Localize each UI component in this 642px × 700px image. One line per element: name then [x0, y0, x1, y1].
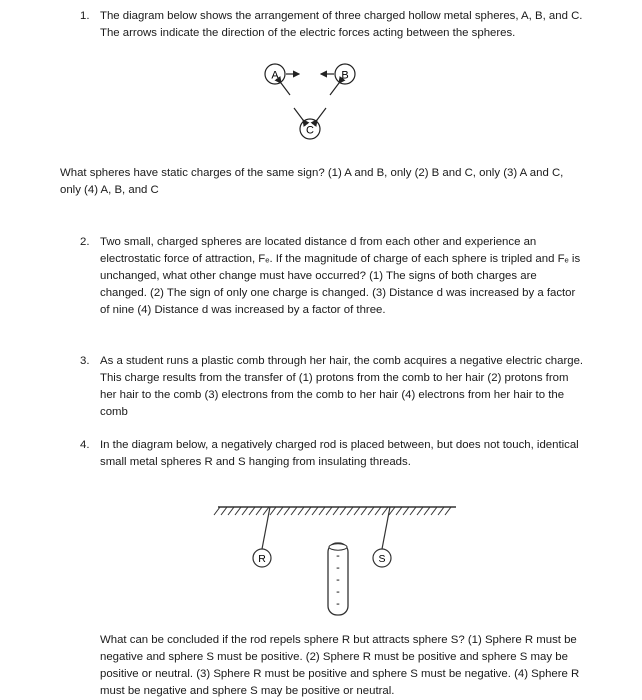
rod-negative-sign: - [336, 550, 340, 562]
ceiling-support [214, 507, 456, 515]
question-4-prompt: What can be concluded if the rod repels sphere R but attracts sphere S? (1) Sphere R must be negative and sphere S must be positive. (2) Sphere R must be positive and sphere S may be positive or neutral. (3) Sphere R must be positive and sphere S must be negative. (4) Sphere R must be negative and sphere S may be positive or neutral. [100, 634, 580, 697]
sphere-b [335, 64, 355, 84]
rod-spheres-diagram [210, 495, 470, 625]
sphere-r [253, 549, 271, 567]
question-4-number: 4. [80, 439, 90, 451]
question-3-text: As a student runs a plastic comb through her hair, the comb acquires a negative electric charge. This charge results from the transfer of (1) protons from the comb to her hair (2) protons from her hair to the comb (3) electrons from the comb to her hair (4) electrons from her hair to the comb [100, 355, 584, 418]
rod-charge-signs [336, 550, 340, 610]
rod-negative-sign: - [336, 574, 340, 586]
sphere-s-label: S [378, 553, 386, 565]
charged-rod [328, 543, 348, 615]
sphere-c [300, 119, 320, 139]
question-1-number: 1. [80, 10, 90, 22]
rod-negative-sign: - [336, 562, 340, 574]
sphere-r-label: R [258, 553, 266, 565]
question-1-text: The diagram below shows the arrangement of three charged hollow metal spheres, A, B, and C. The arrows indicate the direction of the electric forces acting between the spheres. [100, 10, 583, 39]
question-2-text: Two small, charged spheres are located distance d from each other and experience an electrostatic force of attraction, Fₑ. If the magnitude of charge of each sphere is tripled and Fₑ is unchanged, what other change must have occurred? (1) The signs of both charges are changed. (2) The sign of only one charge is changed. (3) Distance d was increased by a factor of nine (4) Distance d was increased by a factor of three. [100, 236, 581, 316]
question-4-text: In the diagram below, a negatively charged rod is placed between, but does not touch, identical small metal spheres R and S hanging from insulating threads. [100, 439, 579, 468]
thread-r [262, 507, 270, 549]
rod-negative-sign: - [336, 586, 340, 598]
sphere-c-label: C [306, 124, 314, 137]
sphere-a [265, 64, 285, 84]
question-3-number: 3. [80, 355, 90, 367]
arrow-a-down [281, 83, 290, 95]
arrow-c-up-right [317, 108, 326, 120]
arrow-c-up-left [294, 108, 303, 120]
sphere-s [373, 549, 391, 567]
arrow-b-down [330, 83, 339, 95]
rod-negative-sign: - [336, 598, 340, 610]
sphere-a-label: A [271, 69, 279, 82]
sphere-b-label: B [341, 69, 349, 82]
question-1-prompt: What spheres have static charges of the same sign? (1) A and B, only (2) B and C, only (3) A and C, only (4) A, B, and C [60, 167, 564, 196]
spheres-force-diagram [255, 58, 365, 148]
ceiling-hatching [214, 507, 451, 515]
question-2-number: 2. [80, 236, 90, 248]
